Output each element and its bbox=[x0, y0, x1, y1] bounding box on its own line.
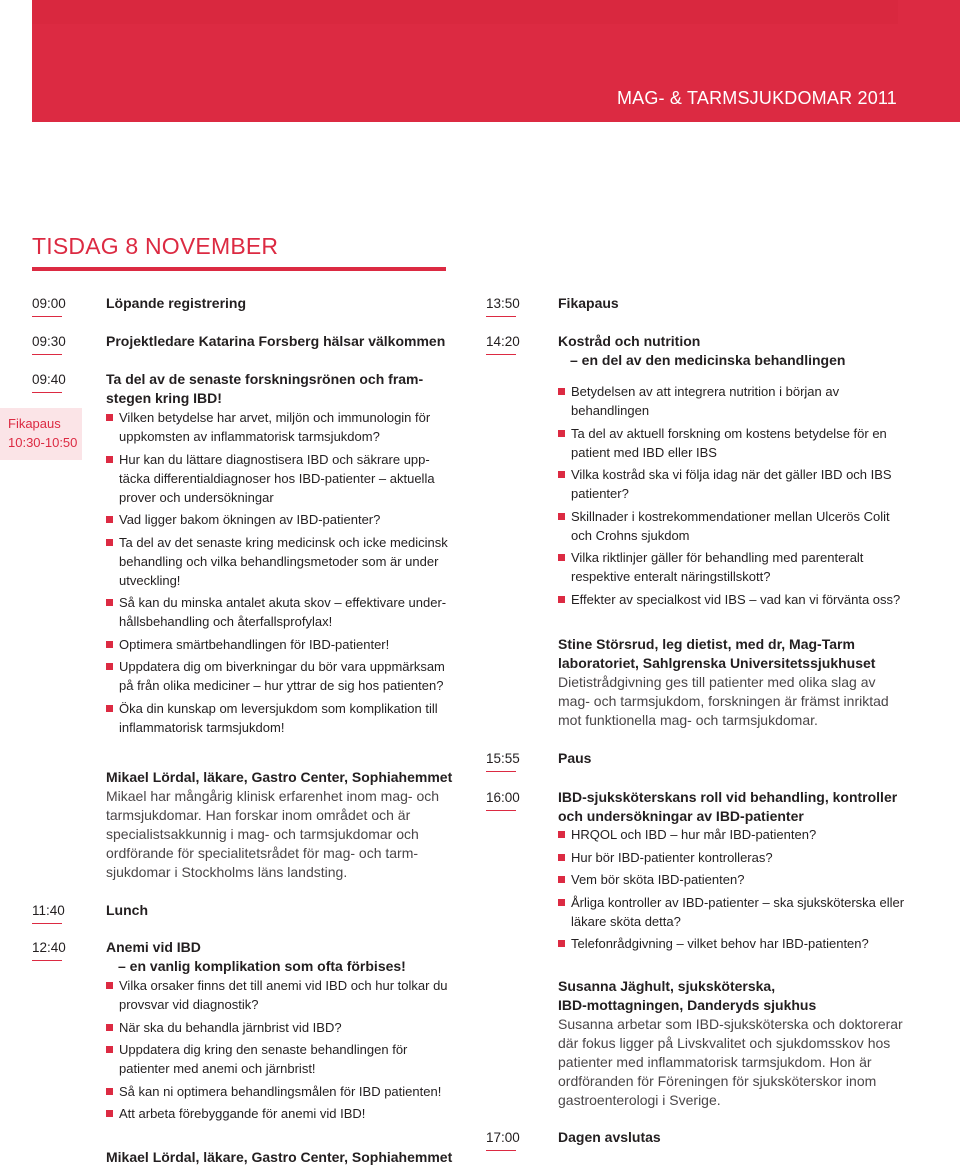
session-title: Löpande registrering bbox=[106, 295, 247, 311]
time-underline bbox=[32, 392, 62, 393]
bullet-item: När ska du behandla järnbrist vid IBD? bbox=[106, 1018, 458, 1037]
session-title-main: Anemi vid IBD bbox=[106, 939, 201, 955]
bullet-item: Vilken betydelse har arvet, miljön och immunologin för uppkomsten av inflammatorisk tarmsjukdom? bbox=[106, 408, 458, 446]
bullet-item: Telefonrådgivning – vilket behov har IBD-patienten? bbox=[558, 934, 908, 953]
speaker-bio: Susanna arbetar som IBD-sjuksköterska och doktorerar där fokus ligger på Livskvalitet och sjukdomsskov hos patienter med inflammatorisk tarmsjukdom. Hon är ordföranden för Föreningen för sjuksköterskor inom gastroenterologi i Sverige. bbox=[558, 1016, 903, 1108]
session-time: 16:00 bbox=[486, 790, 520, 805]
time-underline bbox=[32, 316, 62, 317]
speaker-name: Mikael Lördal, läkare, Gastro Center, Sophiahemmet bbox=[106, 1149, 453, 1165]
session-title-main: Kostråd och nutrition bbox=[558, 333, 701, 349]
session-title-line: IBD-sjuksköterskans roll vid behandling, kontroller bbox=[558, 789, 898, 805]
session-subtitle: – en del av den medicinska behandlingen bbox=[570, 352, 846, 368]
session-time: 14:20 bbox=[486, 334, 520, 349]
session-bullet-list bbox=[558, 382, 908, 612]
bullet-item: Hur kan du lättare diagnostisera IBD och säkrare upp-täcka differentialdiagnoser hos IBD-patienter – aktuella prover och undersökningar bbox=[106, 450, 458, 507]
bullet-item: Årliga kontroller av IBD-patienter – ska sjuksköterska eller läkare sköta detta? bbox=[558, 893, 908, 931]
session-title: Projektledare Katarina Forsberg hälsar välkommen bbox=[106, 333, 446, 349]
banner-title: MAG- & TARMSJUKDOMAR 2011 bbox=[616, 88, 897, 108]
bullet-item: HRQOL och IBD – hur mår IBD-patienten? bbox=[558, 825, 908, 844]
speaker-name bbox=[558, 635, 918, 673]
bullet-item: Så kan ni optimera behandlingsmålen för IBD patienten! bbox=[106, 1082, 458, 1101]
speaker-bio: Mikael har mångårig klinisk erfarenhet inom mag- och tarmsjukdomar. Han forskar inom området och är specialistsakkunnig i mag- och tarmsjukdomar och ordförande för specialitetsrådet för mag- och tarm-sjukdomar i Stockholms läns landsting. bbox=[106, 788, 440, 880]
time-underline bbox=[486, 1150, 516, 1151]
session-title: Paus bbox=[558, 750, 592, 766]
session-time: 09:30 bbox=[32, 334, 66, 349]
session-title: Lunch bbox=[106, 902, 148, 918]
session-title-line: stegen kring IBD! bbox=[106, 390, 222, 406]
speaker-name-line: IBD-mottagningen, Danderyds sjukhus bbox=[558, 997, 817, 1013]
bullet-item: Vilka orsaker finns det till anemi vid IBD och hur tolkar du provsvar vid diagnostik? bbox=[106, 976, 458, 1014]
time-underline bbox=[32, 960, 62, 961]
speaker-bio: Dietistrådgivning ges till patienter med olika slag av mag- och tarmsjukdom, forskningen är främst inriktad mot funktionella mag- och tarmsjukdomar. bbox=[558, 674, 889, 728]
time-underline bbox=[486, 771, 516, 772]
speaker-name-line: laboratoriet, Sahlgrenska Universitetssjukhuset bbox=[558, 655, 876, 671]
day-title: TISDAG 8 NOVEMBER bbox=[32, 233, 279, 259]
session-time: 11:40 bbox=[32, 903, 65, 918]
speaker-name bbox=[558, 977, 918, 1015]
bullet-item: Ta del av aktuell forskning om kostens betydelse för en patient med IBD eller IBS bbox=[558, 424, 908, 462]
bullet-item: Vad ligger bakom ökningen av IBD-patienter? bbox=[106, 510, 458, 529]
speaker-name-line: Stine Störsrud, leg dietist, med dr, Mag-Tarm bbox=[558, 636, 855, 652]
bullet-item: Vilka riktlinjer gäller för behandling med parenteralt respektive enteralt näringstillskott? bbox=[558, 548, 908, 586]
session-title bbox=[558, 788, 938, 826]
bullet-item: Skillnader i kostrekommendationer mellan Ulcerös Colit och Crohns sjukdom bbox=[558, 507, 908, 545]
session-title bbox=[106, 938, 456, 976]
session-title-line: Ta del av de senaste forskningsrönen och fram- bbox=[106, 371, 424, 387]
session-time: 17:00 bbox=[486, 1130, 520, 1145]
coffee-break-label: Fikapaus bbox=[8, 416, 61, 431]
coffee-break-time: 10:30-10:50 bbox=[8, 435, 78, 450]
bullet-item: Uppdatera dig kring den senaste behandlingen för patienter med anemi och järnbrist! bbox=[106, 1040, 458, 1078]
session-subtitle: – en vanlig komplikation som ofta förbises! bbox=[118, 958, 406, 974]
session-time: 12:40 bbox=[32, 940, 66, 955]
bullet-item: Optimera smärtbehandlingen för IBD-patienter! bbox=[106, 635, 458, 654]
session-title bbox=[106, 370, 456, 408]
bullet-item: Vilka kostråd ska vi följa idag när det gäller IBD och IBS patienter? bbox=[558, 465, 908, 503]
header-banner bbox=[32, 0, 960, 122]
session-time: 09:40 bbox=[32, 372, 66, 387]
bullet-item: Uppdatera dig om biverkningar du bör vara uppmärksam på från olika mediciner – hur yttrar de sig hos patienten? bbox=[106, 657, 458, 695]
session-bullet-list bbox=[558, 825, 908, 957]
bullet-item: Ta del av det senaste kring medicinsk och icke medicinsk behandling och vilka behandlingsmetoder som är under utveckling! bbox=[106, 533, 458, 590]
session-bullet-list bbox=[106, 408, 458, 740]
coffee-break-sidebar bbox=[0, 408, 82, 460]
bullet-item: Betydelsen av att integrera nutrition i början av behandlingen bbox=[558, 382, 908, 420]
banner-strip bbox=[32, 0, 898, 24]
bullet-item: Så kan du minska antalet akuta skov – effektivare under-hållsbehandling och återfallsprofylax! bbox=[106, 593, 458, 631]
speaker-name: Mikael Lördal, läkare, Gastro Center, Sophiahemmet bbox=[106, 769, 453, 785]
time-underline bbox=[486, 316, 516, 317]
bullet-item: Effekter av specialkost vid IBS – vad kan vi förvänta oss? bbox=[558, 590, 908, 609]
time-underline bbox=[32, 354, 62, 355]
bullet-item: Hur bör IBD-patienter kontrolleras? bbox=[558, 848, 908, 867]
time-underline bbox=[486, 810, 516, 811]
bullet-item: Att arbeta förebyggande för anemi vid IBD! bbox=[106, 1104, 458, 1123]
session-time: 15:55 bbox=[486, 751, 520, 766]
session-time: 13:50 bbox=[486, 296, 520, 311]
session-title: Dagen avslutas bbox=[558, 1129, 661, 1145]
bullet-item: Vem bör sköta IBD-patienten? bbox=[558, 870, 908, 889]
session-title: Fikapaus bbox=[558, 295, 619, 311]
day-title-rule bbox=[32, 267, 446, 271]
session-bullet-list bbox=[106, 976, 458, 1127]
session-title bbox=[558, 332, 918, 370]
time-underline bbox=[32, 923, 62, 924]
time-underline bbox=[486, 354, 516, 355]
speaker-name-line: Susanna Jäghult, sjuksköterska, bbox=[558, 978, 776, 994]
session-title-line: och undersökningar av IBD-patienter bbox=[558, 808, 804, 824]
session-time: 09:00 bbox=[32, 296, 66, 311]
bullet-item: Öka din kunskap om leversjukdom som komplikation till inflammatorisk tarmsjukdom! bbox=[106, 699, 458, 737]
